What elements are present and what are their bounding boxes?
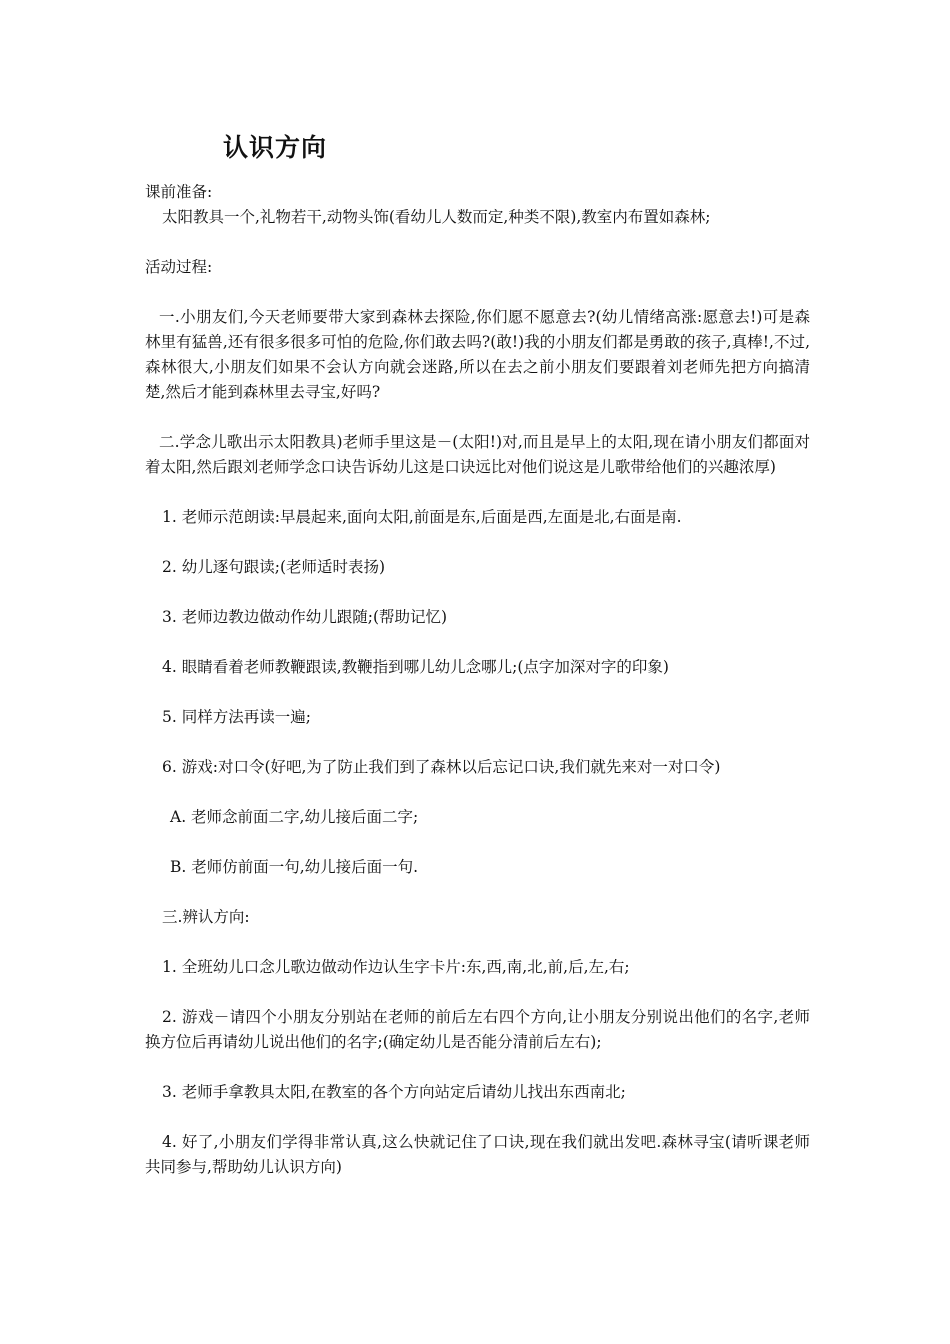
section-1-paragraph: 一.小朋友们,今天老师要带大家到森林去探险,你们愿不愿意去?(幼儿情绪高涨:愿意去!)可是森林里有猛兽,还有很多很多可怕的危险,你们敢去吗?(敢!)我的小朋友们都是勇敢的孩子,真棒!,不过,森林很大,小朋友们如果不会认方向就会迷路,所以在去之前小朋友们要跟着刘老师先把方向搞清楚,然后才能到森林里去寻宝,好吗? — [145, 308, 810, 401]
section-3-item-1: 1. 全班幼儿口念儿歌边做动作边认生字卡片:东,西,南,北,前,后,左,右; — [162, 958, 630, 976]
section-2-item-3: 3. 老师边教边做动作幼儿跟随;(帮助记忆) — [162, 608, 448, 626]
section-3-heading: 三.辨认方向: — [162, 908, 250, 926]
process-heading: 活动过程: — [145, 258, 213, 276]
section-3-item-2: 2. 游戏－请四个小朋友分别站在老师的前后左右四个方向,让小朋友分别说出他们的名字,老师换方位后再请幼儿说出他们的名字;(确定幼儿是否能分清前后左右); — [145, 1008, 810, 1051]
document-title: 认识方向 — [223, 133, 328, 162]
section-3-item-3: 3. 老师手拿教具太阳,在教室的各个方向站定后请幼儿找出东西南北; — [162, 1083, 626, 1101]
section-2-item-5: 5. 同样方法再读一遍; — [162, 708, 311, 726]
section-3-item-4: 4. 好了,小朋友们学得非常认真,这么快就记住了口诀,现在我们就出发吧.森林寻宝(请听课老师共同参与,帮助幼儿认识方向) — [145, 1133, 810, 1176]
game-item-a: A. 老师念前面二字,幼儿接后面二字; — [170, 808, 419, 826]
document-page — [145, 130, 810, 1180]
section-2-item-1: 1. 老师示范朗读:早晨起来,面向太阳,前面是东,后面是西,左面是北,右面是南. — [162, 508, 682, 526]
section-2-item-2: 2. 幼儿逐句跟读;(老师适时表扬) — [162, 558, 386, 576]
section-2-paragraph: 二.学念儿歌出示太阳教具)老师手里这是－(太阳!)对,而且是早上的太阳,现在请小朋友们都面对着太阳,然后跟刘老师学念口诀告诉幼儿这是口诀远比对他们说这是儿歌带给他们的兴趣浓厚) — [145, 433, 810, 476]
game-item-b: B. 老师仿前面一句,幼儿接后面一句. — [170, 858, 419, 876]
section-2-item-6: 6. 游戏:对口令(好吧,为了防止我们到了森林以后忘记口诀,我们就先来对一对口令) — [162, 758, 721, 776]
prep-heading: 课前准备: — [145, 183, 213, 201]
section-2-item-4: 4. 眼睛看着老师教鞭跟读,教鞭指到哪儿幼儿念哪儿;(点字加深对字的印象) — [162, 658, 669, 676]
prep-text: 太阳教具一个,礼物若干,动物头饰(看幼儿人数而定,种类不限),教室内布置如森林; — [162, 208, 711, 226]
